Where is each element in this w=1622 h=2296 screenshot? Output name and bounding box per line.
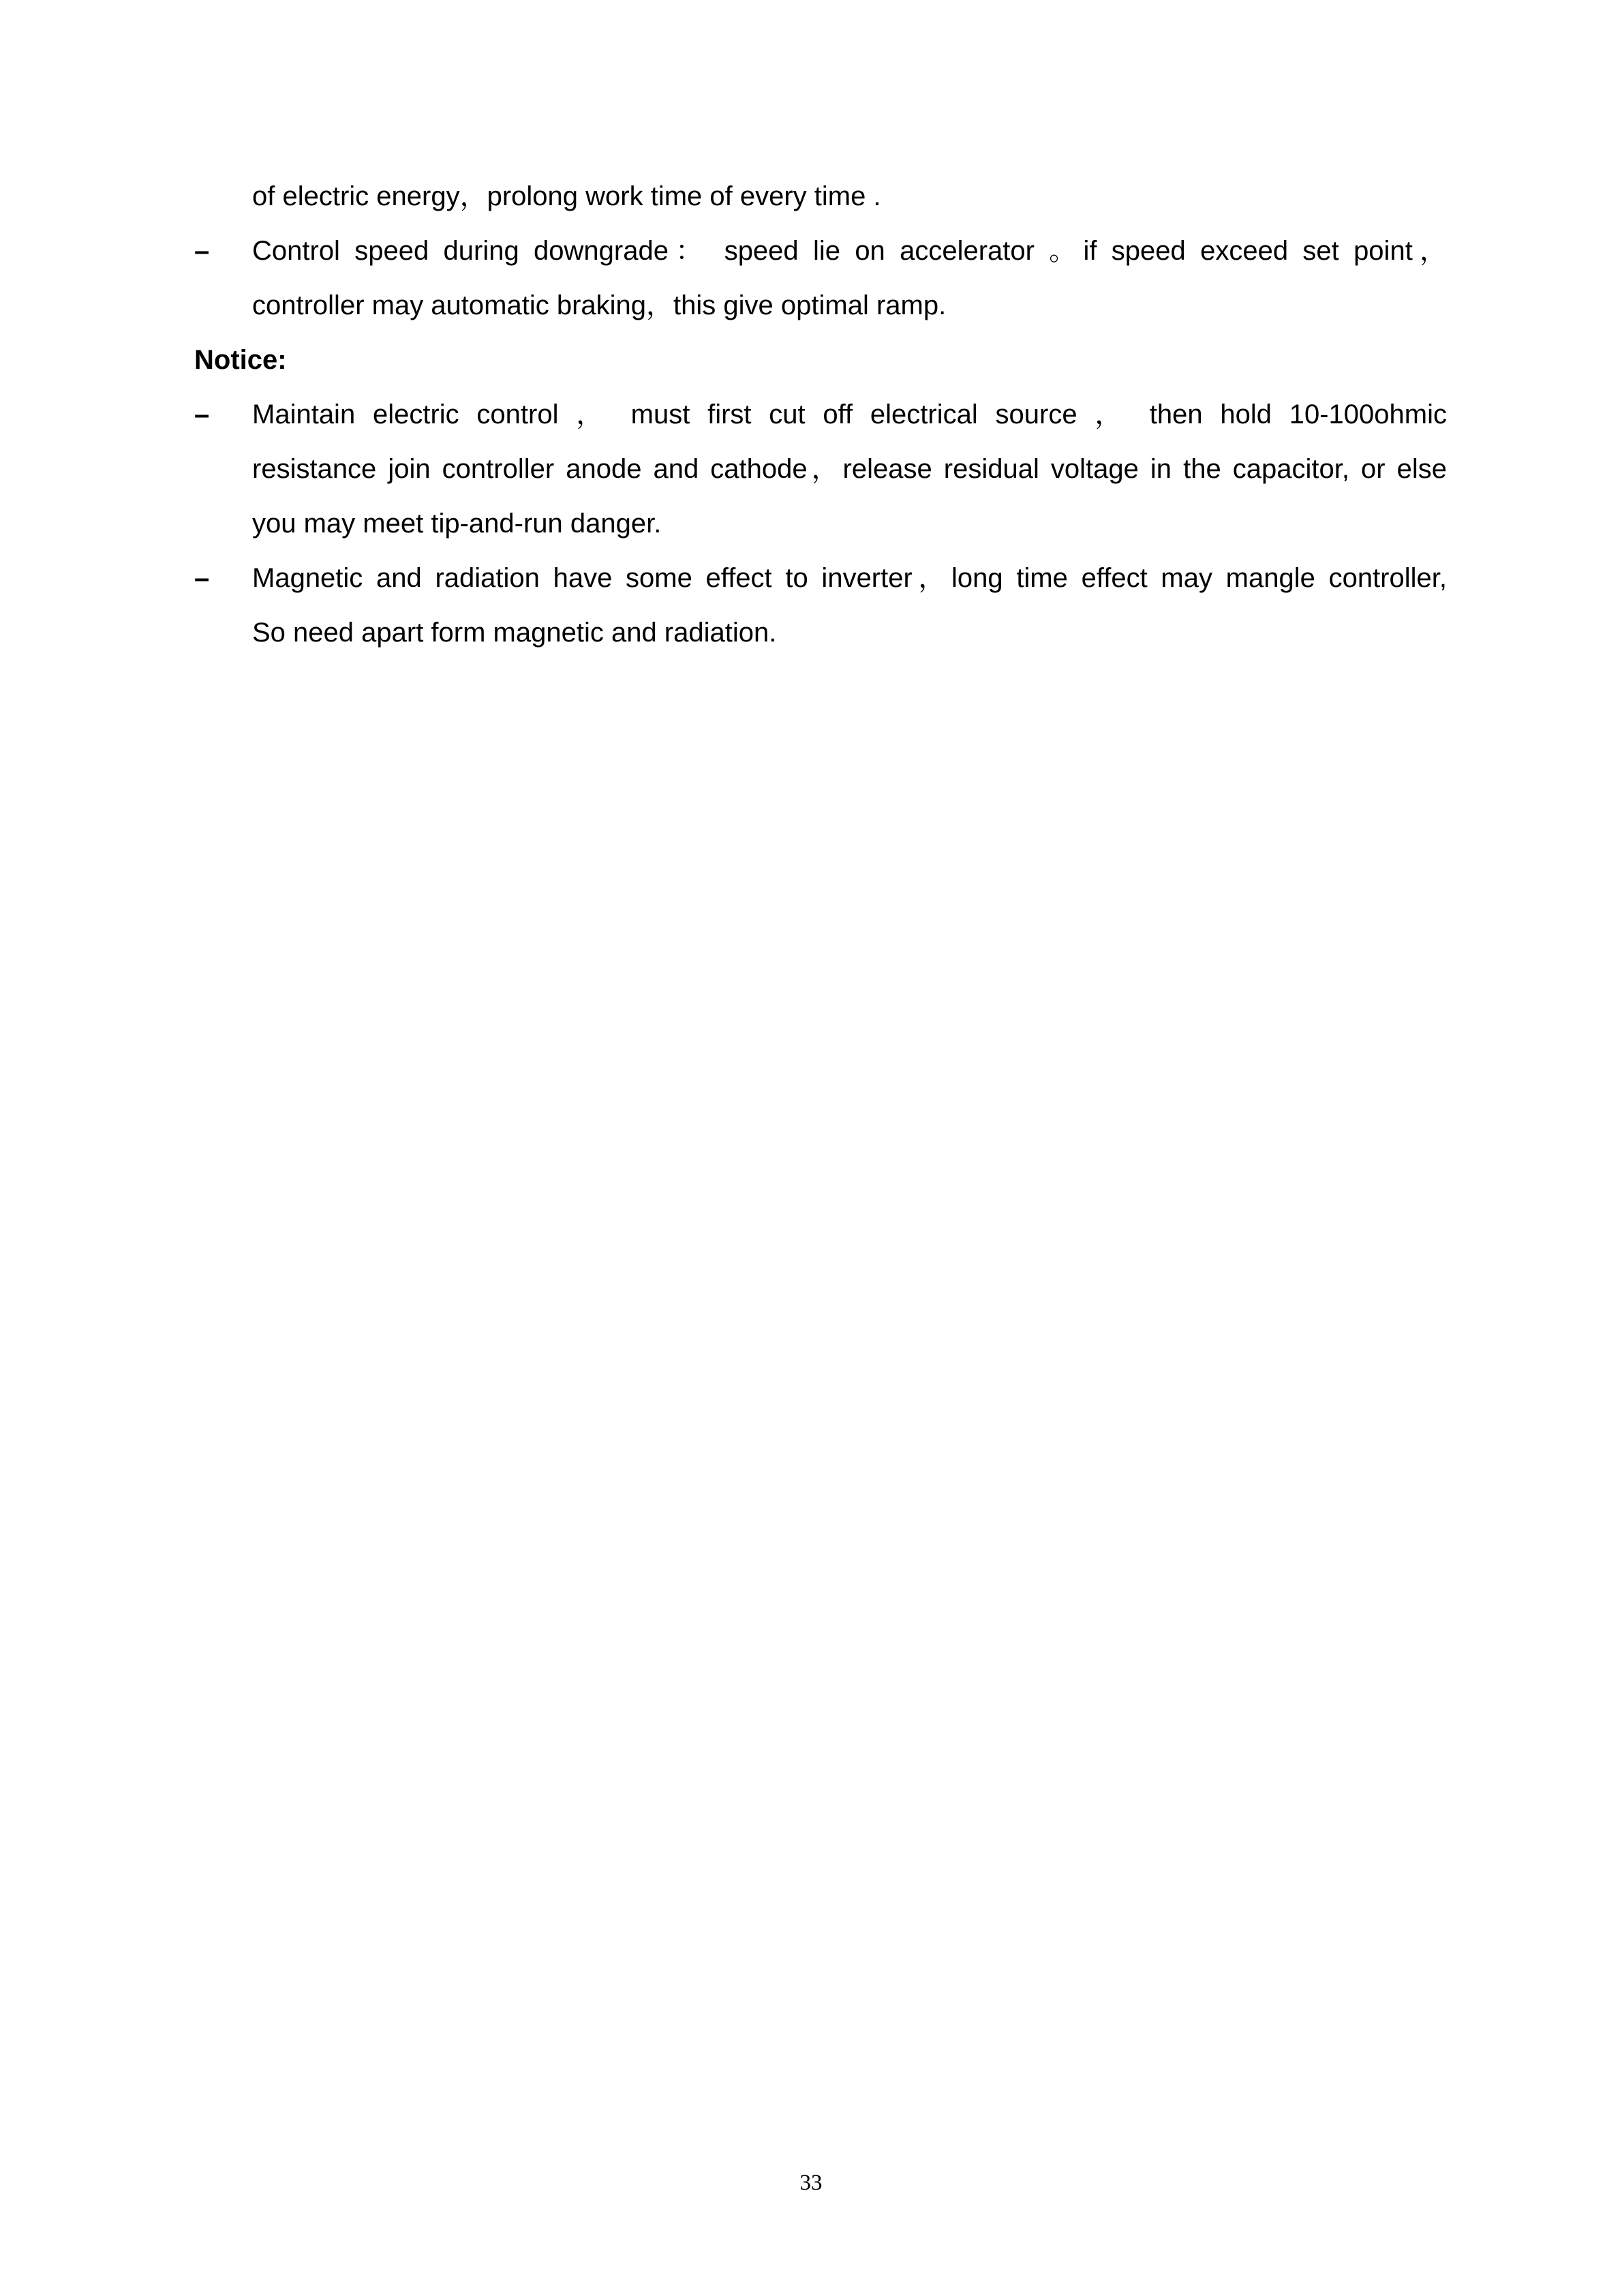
continuation-paragraph: of electric energy，prolong work time of every time . bbox=[252, 181, 881, 211]
list-item-line: you may meet tip-and-run danger. bbox=[252, 509, 662, 539]
list-item-line: Maintain electric control ， must first cut off electrical source ， then hold 10-100ohmic bbox=[252, 399, 1447, 429]
notice-heading: Notice: bbox=[194, 345, 287, 375]
list-item bbox=[194, 551, 1447, 660]
list-item-line: resistance join controller anode and cathode，release residual voltage in the capacitor, or else bbox=[252, 454, 1447, 484]
list-item-body bbox=[252, 387, 1447, 551]
dash-bullet-icon: – bbox=[194, 563, 210, 593]
list-item-line: Control speed during downgrade： speed lie on accelerator 。if speed exceed set point， bbox=[252, 236, 1447, 266]
list-item-body bbox=[252, 551, 1447, 660]
list-item-line: So need apart form magnetic and radiation. bbox=[252, 618, 777, 648]
page-number: 33 bbox=[799, 2171, 823, 2195]
list-item-line: controller may automatic braking，this give optimal ramp. bbox=[252, 290, 947, 320]
dash-bullet-icon: – bbox=[194, 399, 210, 429]
list-item bbox=[194, 387, 1447, 551]
list-item-line: Magnetic and radiation have some effect to inverter，long time effect may mangle controller, bbox=[252, 563, 1447, 593]
page-content bbox=[194, 169, 1447, 660]
list-item-body bbox=[252, 224, 1447, 333]
dash-bullet-icon: – bbox=[194, 236, 210, 266]
list-item bbox=[194, 224, 1447, 333]
